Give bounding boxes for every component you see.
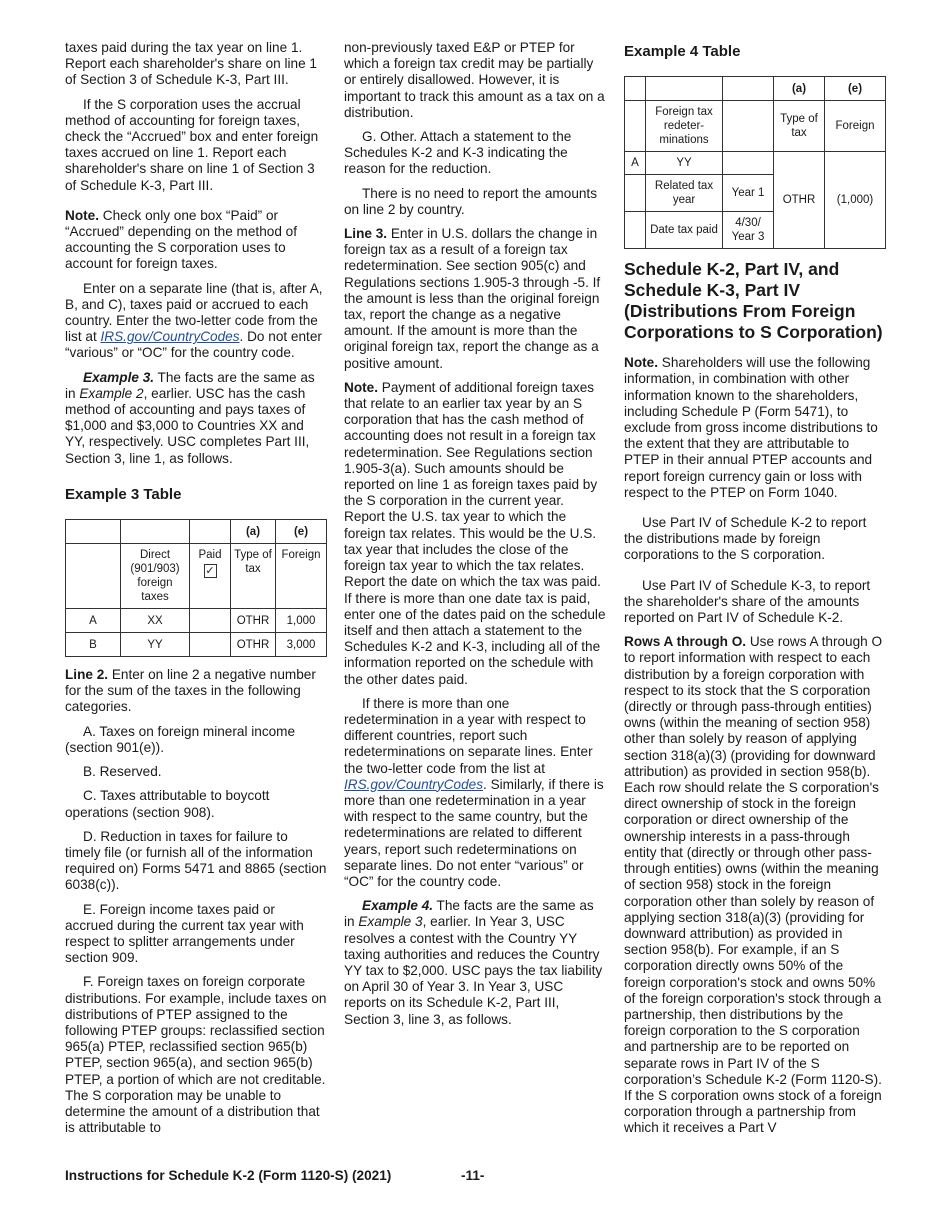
category-g: G. Other. Attach a statement to the Schedules K-2 and K-3 indicating the reason for the reduction. bbox=[344, 129, 572, 177]
example-4-table-title: Example 4 Table bbox=[624, 43, 741, 60]
note-paragraph bbox=[344, 380, 606, 688]
table-cell: B bbox=[66, 633, 121, 657]
category-b: B. Reserved. bbox=[83, 764, 162, 780]
example-4-table bbox=[624, 76, 886, 249]
text-run: Enter on a separate line (that is, after A, B, and C), taxes paid or accrued to each country. Enter the two-letter code from the list at bbox=[65, 280, 323, 345]
note-paragraph bbox=[624, 355, 886, 501]
table-cell: A bbox=[625, 152, 646, 175]
paragraph: taxes paid during the tax year on line 1. Report each shareholder's share on line 1 of Section 3 of Schedule K-3, Part III. bbox=[65, 40, 317, 88]
example-label: Example 4. bbox=[362, 898, 434, 914]
column-left bbox=[65, 40, 327, 1144]
column-header: (a) bbox=[774, 77, 825, 101]
table-cell: Related tax year bbox=[646, 175, 723, 212]
category-f: F. Foreign taxes on foreign corporate distributions. For example, include taxes on distributions of PTEP assigned to the following PTEP groups: reclassified section 965(a) PTEP, reclassified section 965(b) PTEP, section 965(a), and section 965(b) PTEP, a portion of which are not creditable. The S corporation may be unable to determine the amount of a distribution that is attributable to bbox=[65, 974, 327, 1136]
column-middle bbox=[344, 40, 606, 1036]
column-header: (a) bbox=[231, 520, 276, 544]
table-cell: OTHR bbox=[231, 633, 276, 657]
text-run: The facts are the same as in bbox=[344, 898, 594, 930]
table-cell: Foreign bbox=[276, 544, 327, 609]
page-number: -11- bbox=[461, 1168, 485, 1183]
table-row bbox=[66, 633, 327, 657]
table-cell: Foreign tax redeter-minations bbox=[646, 101, 723, 152]
text-run: Use rows A through O to report information with respect to each distribution by a foreign corporation with respect to its stock that the S corporation (directly or through pass-through entities) owns (within the meaning of section 958) other than solely by reason of applying section 318(a)(3) (providing for downward attribution) as provided in section 958(b). Each row should relate the S corporation's direct ownership of stock in the foreign corporation or direct ownership of the ownership interests in a pass-through entity that (directly or through other pass-through entities) owns (within the meaning of section 958) stock in the foreign corporation other than solely by reason of applying section 318(a)(3) (providing for downward attribution) as provided in section 958(b). For example, if an S corporation directly owns 50% of the foreign corporation's stock and owns 50% of the foreign corporation's stock through a partnership, then distributions by the foreign corporation to the S corporation and partnership are to be reported on separate rows in Part IV of the S corporation’s Schedule K-2 (Form 1120-S). If the S corporation owns stock of a foreign corporation through a partnership from which it receives a Part V bbox=[624, 634, 883, 1136]
paragraph: If the S corporation uses the accrual method of accounting for foreign taxes, check the “Accrued” box and enter foreign taxes accrued on line 1. Report each shareholder's share on line 1 of Section 3 of Schedule K-3, Part III. bbox=[65, 96, 319, 193]
category-a: A. Taxes on foreign mineral income (section 901(e)). bbox=[65, 723, 296, 755]
note-text: Shareholders will use the following information, in combination with other information known to the shareholders, including Schedule P (Form 5471), to exclude from gross income distributions to the extent that they are attributable to PTEP in their annual PTEP accounts and report foreign currency gain or loss with respect to the PTEP on Form 1040. bbox=[624, 355, 878, 500]
example-reference: Example 2 bbox=[79, 385, 144, 401]
note-text: Payment of additional foreign taxes that relate to an earlier tax year by an S corporation that has the cash method of accounting does not result in a foreign tax redetermination. See Regulations section 1.905-3(a). Such amounts should be reported on line 1 as foreign taxes paid by the S corporation in the current year. Report the U.S. tax year to which the foreign tax relates. This would be the U.S. tax year that includes the close of the foreign tax year to which the tax relates. Report the date on which the tax was paid. If there is more than one date tax is paid, enter one of the dates paid on the schedule itself and then attach a statement to the Schedules K-2 and K-3, including all of the information reported on the schedule with the other dates paid. bbox=[344, 379, 606, 687]
line-label: Line 3. bbox=[344, 226, 388, 242]
table-cell: Date tax paid bbox=[646, 212, 723, 249]
paragraph: non-previously taxed E&P or PTEP for which a foreign tax credit may be partially or entirely disallowed. However, it is important to track this amount as a tax on a distribution. bbox=[344, 40, 605, 120]
table-cell: OTHR bbox=[231, 609, 276, 633]
category-e: E. Foreign income taxes paid or accrued during the current tax year with respect to splitter arrangements under section 909. bbox=[65, 901, 304, 966]
text-run: If there is more than one redetermination in a year with respect to different countries, report such redeterminations on separate lines. Enter the two-letter code from the list at bbox=[344, 695, 593, 776]
line-2-paragraph bbox=[65, 667, 327, 716]
text-run: Enter in U.S. dollars the change in foreign tax as a result of a foreign tax redetermination. See section 905(c) and Regulations sections 1.905-3 through -5. If the amount is less than the original foreign tax, report the change as a negative amount. If the amount is more than the original foreign tax, report the change as a positive amount. bbox=[344, 226, 601, 371]
category-c: C. Taxes attributable to boycott operations (section 908). bbox=[65, 788, 270, 820]
table-cell: (1,000) bbox=[825, 152, 886, 249]
paragraph: There is no need to report the amounts on line 2 by country. bbox=[344, 185, 598, 217]
table-cell: Direct (901/903) foreign taxes bbox=[121, 544, 190, 609]
text-run: Enter on line 2 a negative number for the sum of the taxes in the following categories. bbox=[65, 667, 316, 715]
table-cell: 1,000 bbox=[276, 609, 327, 633]
table-row bbox=[66, 609, 327, 633]
paragraph: Use Part IV of Schedule K-2 to report the distributions made by foreign corporations to the S corporation. bbox=[624, 515, 867, 563]
rows-paragraph bbox=[624, 634, 886, 1136]
table-cell: A bbox=[66, 609, 121, 633]
note-text: Check only one box “Paid” or “Accrued” depending on the method of accounting the S corporation uses to account for foreign taxes. bbox=[65, 207, 298, 272]
table-cell: XX bbox=[121, 609, 190, 633]
country-codes-link[interactable]: IRS.gov/CountryCodes bbox=[344, 776, 484, 792]
table-cell: Foreign bbox=[825, 101, 886, 152]
line-label: Line 2. bbox=[65, 667, 109, 683]
example-4-paragraph bbox=[344, 898, 606, 1028]
text-run: . Similarly, if there is more than one redetermination in a year with respect to the same country, but the redeterminations are related to different years, report such redeterminations on separate lines. Do not enter “various” or “OC” for the country code. bbox=[344, 776, 604, 889]
text-run: The facts are the same as in bbox=[65, 369, 315, 401]
note-paragraph bbox=[65, 208, 327, 273]
note-label: Note. bbox=[65, 207, 99, 223]
note-label: Note. bbox=[344, 379, 378, 395]
table-cell: YY bbox=[121, 633, 190, 657]
table-cell: Paid bbox=[198, 549, 222, 562]
table-row bbox=[625, 152, 886, 175]
column-right bbox=[624, 40, 886, 1145]
example-reference: Example 3 bbox=[358, 914, 423, 930]
example-label: Example 3. bbox=[83, 369, 155, 385]
table-cell: Type of tax bbox=[774, 101, 825, 152]
rows-label: Rows A through O. bbox=[624, 634, 747, 650]
table-cell: Year 1 bbox=[723, 175, 774, 212]
table-cell: 4/30/ Year 3 bbox=[723, 212, 774, 249]
line-3-paragraph bbox=[344, 226, 606, 372]
column-header: (e) bbox=[276, 520, 327, 544]
paragraph bbox=[65, 281, 327, 362]
table-cell: 3,000 bbox=[276, 633, 327, 657]
category-d: D. Reduction in taxes for failure to timely file (or furnish all of the information required on) Forms 5471 and 8865 (section 6038(c)). bbox=[65, 828, 327, 893]
footer-title: Instructions for Schedule K-2 (Form 1120-S) (2021) bbox=[65, 1168, 392, 1183]
table-cell: Type of tax bbox=[231, 544, 276, 609]
text-run: , earlier. USC has the cash method of accounting and pays taxes of $1,000 and $3,000 to Countries XX and YY, respectively. USC completes Part III, Section 3, line 1, as follows. bbox=[65, 385, 310, 466]
example-3-table bbox=[65, 519, 327, 657]
text-run: . Do not enter “various” or “OC” for the country code. bbox=[65, 329, 322, 361]
section-heading: Schedule K-2, Part IV, and Schedule K-3, Part IV (Distributions From Foreign Corporations to S Corporation) bbox=[624, 259, 883, 343]
country-codes-link[interactable]: IRS.gov/CountryCodes bbox=[100, 329, 240, 345]
example-3-paragraph bbox=[65, 370, 327, 467]
paragraph: Use Part IV of Schedule K-3, to report the shareholder's share of the amounts reported on Part IV of Schedule K-2. bbox=[624, 577, 871, 626]
note-label: Note. bbox=[624, 355, 658, 371]
paid-checkbox[interactable]: ✓ bbox=[205, 565, 215, 578]
column-header: (e) bbox=[825, 77, 886, 101]
text-run: , earlier. In Year 3, USC resolves a contest with the Country YY taxing authorities and reduces the Country YY tax to $2,000. USC pays the tax liability on April 30 of Year 3. In Year 3, USC reports on its Schedule K-2, Part III, Section 3, line 3, as follows. bbox=[344, 914, 603, 1027]
paragraph bbox=[344, 696, 606, 890]
table-cell: OTHR bbox=[774, 152, 825, 249]
example-3-table-title: Example 3 Table bbox=[65, 485, 182, 503]
table-cell: YY bbox=[646, 152, 723, 175]
